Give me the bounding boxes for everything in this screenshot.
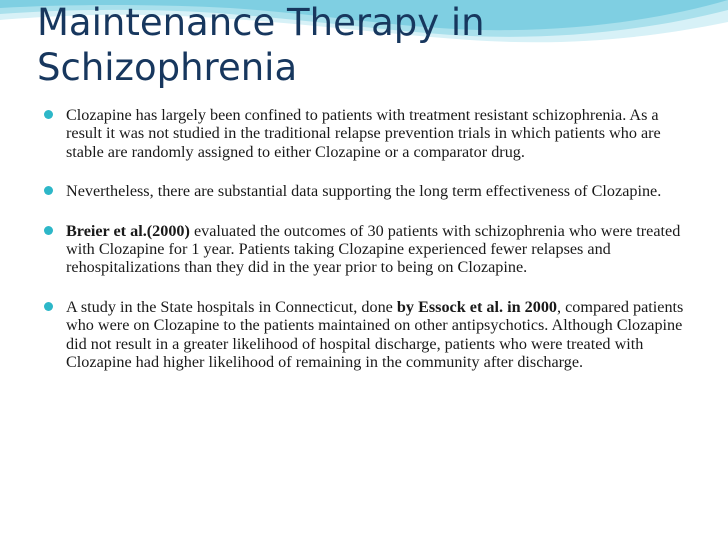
- title-line-2: Schizophrenia: [37, 46, 298, 89]
- bullet-item-1: [44, 106, 684, 161]
- bullet-text-before: A study in the State hospitals in Connecticut, done: [66, 297, 397, 316]
- bullet-text: evaluated the outcomes of 30 patients with schizophrenia who were treated with Clozapine for 1 year. Patients taking Clozapine experienced fewer relapses and rehospitalizations than they did in the year prior to being on Clozapine.: [66, 221, 681, 277]
- title-line-1: Maintenance Therapy in: [37, 1, 485, 44]
- bullet-item-4: [44, 298, 684, 372]
- bullet-dot-icon: [44, 302, 53, 311]
- bullet-item-3: [44, 222, 684, 277]
- citation-breier: Breier et al.(2000): [66, 221, 190, 240]
- bullet-dot-icon: [44, 110, 53, 119]
- bullet-text: Clozapine has largely been confined to patients with treatment resistant schizophrenia. As a result it was not studied in the traditional relapse prevention trials in which patients who are stable are randomly assigned to either Clozapine or a comparator drug.: [66, 106, 661, 161]
- bullet-dot-icon: [44, 186, 53, 195]
- bullet-item-2: [44, 182, 684, 200]
- bullet-text-after: , compared patients who were on Clozapine to the patients maintained on other antipsychotics. Although Clozapine did not result in a greater likelihood of hospital discharge, patients who were treated with Clozapine had higher likelihood of remaining in the community after discharge.: [66, 297, 684, 372]
- slide-title: [37, 0, 597, 90]
- bullet-dot-icon: [44, 226, 53, 235]
- citation-essock: by Essock et al. in 2000: [396, 297, 558, 316]
- bullet-text: Nevertheless, there are substantial data supporting the long term effectiveness of Clozapine.: [66, 182, 662, 201]
- bullet-list: [44, 106, 684, 392]
